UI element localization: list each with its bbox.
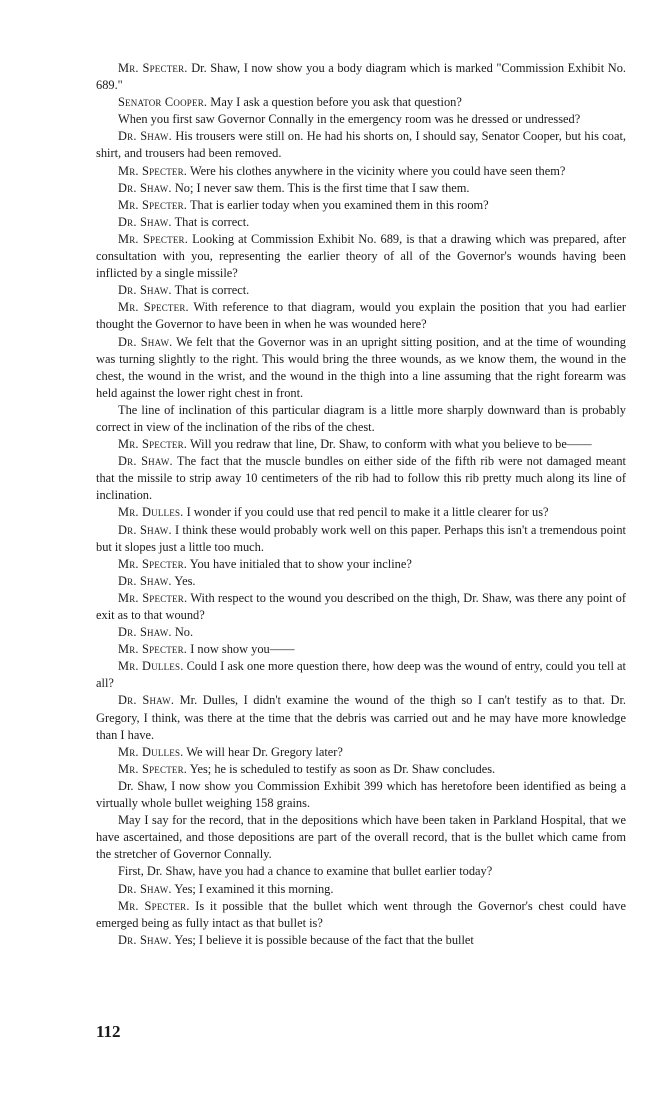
testimony-paragraph xyxy=(96,744,626,761)
testimony-paragraph xyxy=(96,692,626,743)
testimony-text: No. xyxy=(171,625,194,640)
testimony-text: That is earlier today when you examined them in this room? xyxy=(187,197,489,212)
testimony-paragraph xyxy=(96,624,626,641)
testimony-text: Dr. Shaw, I now show you Commission Exhibit 399 which has heretofore been identified as being a virtually whole bullet weighing 158 grains. xyxy=(96,778,626,811)
speaker-name: Mr. Dulles. xyxy=(118,659,184,674)
testimony-paragraph xyxy=(96,932,626,949)
speaker-name: Mr. Specter. xyxy=(118,590,188,605)
testimony-text: Yes. xyxy=(171,573,196,588)
testimony-paragraph xyxy=(96,299,626,333)
speaker-name: Dr. Shaw. xyxy=(118,180,172,195)
testimony-paragraph xyxy=(96,522,626,556)
testimony-text: Mr. Dulles, I didn't examine the wound of the thigh so I can't testify as to that. Dr. Gregory, I think, was there at the time that the debris was carried out and he may have more knowledge than I have. xyxy=(96,693,626,742)
testimony-paragraph xyxy=(96,402,626,436)
testimony-text: Looking at Commission Exhibit No. 689, is that a drawing which was prepared, after consultation with you, representing the earlier theory of all of the Governor's wounds having been inflicted by a single missile? xyxy=(96,231,627,281)
testimony-text: Were his clothes anywhere in the vicinity where you could have seen them? xyxy=(187,163,566,178)
testimony-text: I wonder if you could use that red pencil to make it a little clearer for us? xyxy=(183,505,549,520)
testimony-paragraph xyxy=(96,863,626,880)
testimony-paragraph xyxy=(96,334,626,402)
testimony-text: No; I never saw them. This is the first time that I saw them. xyxy=(171,180,470,195)
testimony-paragraph xyxy=(96,111,626,128)
speaker-name: Dr. Shaw. xyxy=(118,334,173,349)
testimony-paragraph xyxy=(96,94,626,111)
testimony-text: The line of inclination of this particular diagram is a little more sharply downward than is probably correct in view of the inclination of the ribs of the chest. xyxy=(96,402,626,434)
speaker-name: Mr. Specter. xyxy=(118,61,188,75)
speaker-name: Mr. Specter. xyxy=(118,556,188,571)
testimony-paragraph xyxy=(96,590,626,624)
testimony-paragraph xyxy=(96,812,626,863)
testimony-text: Will you redraw that line, Dr. Shaw, to conform with what you believe to be—— xyxy=(187,437,592,452)
testimony-paragraph xyxy=(96,163,626,180)
testimony-text: First, Dr. Shaw, have you had a chance to examine that bullet earlier today? xyxy=(118,864,493,879)
testimony-text: That is correct. xyxy=(171,283,250,298)
testimony-paragraph xyxy=(96,231,626,282)
testimony-text: May I say for the record, that in the depositions which have been taken in Parkland Hospital, that we have ascertained, and those depositions are part of the overall record, that is the bullet which came from the stretcher of Governor Connally. xyxy=(96,813,626,862)
speaker-name: Senator Cooper. xyxy=(118,95,208,110)
testimony-paragraph xyxy=(96,197,626,214)
speaker-name: Mr. Specter. xyxy=(118,437,188,452)
testimony-paragraph xyxy=(96,282,626,299)
document-body xyxy=(96,60,626,949)
speaker-name: Mr. Specter. xyxy=(118,761,188,776)
speaker-name: Dr. Shaw. xyxy=(118,129,172,144)
speaker-name: Mr. Dulles. xyxy=(118,744,184,759)
testimony-paragraph xyxy=(96,128,626,162)
testimony-text: I think these would probably work well on this paper. Perhaps this isn't a tremendous point but it slopes just a little too much. xyxy=(96,522,626,554)
speaker-name: Dr. Shaw. xyxy=(118,573,172,588)
testimony-paragraph xyxy=(96,60,626,94)
speaker-name: Dr. Shaw. xyxy=(118,881,172,896)
testimony-text: Could I ask one more question there, how deep was the wound of entry, could you tell at all? xyxy=(96,659,626,691)
testimony-text: May I ask a question before you ask that question? xyxy=(207,95,462,110)
testimony-text: That is correct. xyxy=(171,214,250,229)
testimony-paragraph xyxy=(96,641,626,658)
speaker-name: Dr. Shaw. xyxy=(118,932,172,947)
speaker-name: Dr. Shaw. xyxy=(118,693,175,708)
speaker-name: Dr. Shaw. xyxy=(118,625,172,640)
speaker-name: Mr. Specter. xyxy=(118,163,188,178)
speaker-name: Mr. Specter. xyxy=(118,898,190,913)
testimony-text: The fact that the muscle bundles on either side of the fifth rib were not damaged meant that the missile to strip away 10 centimeters of the rib had to follow this rib pretty much along its line of inclination. xyxy=(96,454,626,503)
testimony-paragraph xyxy=(96,556,626,573)
testimony-text: We will hear Dr. Gregory later? xyxy=(183,744,343,759)
testimony-paragraph xyxy=(96,436,626,453)
page-number: 112 xyxy=(96,1022,121,1041)
testimony-text: His trousers were still on. He had his shorts on, I should say, Senator Cooper, but his coat, shirt, and trousers had been removed. xyxy=(96,129,626,161)
speaker-name: Mr. Specter. xyxy=(118,231,189,246)
speaker-name: Dr. Shaw. xyxy=(118,283,172,298)
testimony-text: With reference to that diagram, would you explain the position that you had earlier thought the Governor to have been in when he was wounded here? xyxy=(96,300,627,332)
testimony-paragraph xyxy=(96,658,626,692)
testimony-text: Yes; I examined it this morning. xyxy=(171,881,334,896)
speaker-name: Mr. Specter. xyxy=(118,300,189,315)
speaker-name: Dr. Shaw. xyxy=(118,522,172,537)
testimony-text: Yes; I believe it is possible because of the fact that the bullet xyxy=(171,932,474,947)
testimony-text: Dr. Shaw, I now show you a body diagram which is marked "Commission Exhibit No. 689." xyxy=(96,61,626,93)
speaker-name: Mr. Dulles. xyxy=(118,505,184,520)
testimony-paragraph xyxy=(96,898,626,932)
testimony-text: You have initialed that to show your incline? xyxy=(187,556,412,571)
speaker-name: Mr. Specter. xyxy=(118,197,188,212)
testimony-text: When you first saw Governor Connally in the emergency room was he dressed or undressed? xyxy=(118,112,581,127)
testimony-text: Is it possible that the bullet which went through the Governor's chest could have emerged being as fully intact as that bullet is? xyxy=(96,898,626,930)
testimony-text: With respect to the wound you described on the thigh, Dr. Shaw, was there any point of exit as to that wound? xyxy=(96,590,626,622)
testimony-text: Yes; he is scheduled to testify as soon as Dr. Shaw concludes. xyxy=(187,761,496,776)
speaker-name: Dr. Shaw. xyxy=(118,454,173,469)
testimony-paragraph xyxy=(96,778,626,812)
testimony-paragraph xyxy=(96,180,626,197)
testimony-paragraph xyxy=(96,214,626,231)
testimony-text: We felt that the Governor was in an upright sitting position, and at the time of wounding was turning slightly to the right. This would bring the three wounds, as we know them, the wound in the chest, the wound in the wrist, and the wound in the thigh into a line assuming that the right forearm was held against the lower right chest in front. xyxy=(96,334,626,400)
testimony-paragraph xyxy=(96,573,626,590)
speaker-name: Dr. Shaw. xyxy=(118,214,172,229)
testimony-paragraph xyxy=(96,881,626,898)
testimony-paragraph xyxy=(96,504,626,521)
speaker-name: Mr. Specter. xyxy=(118,642,188,657)
testimony-text: I now show you—— xyxy=(187,642,295,657)
testimony-paragraph xyxy=(96,761,626,778)
testimony-paragraph xyxy=(96,453,626,504)
